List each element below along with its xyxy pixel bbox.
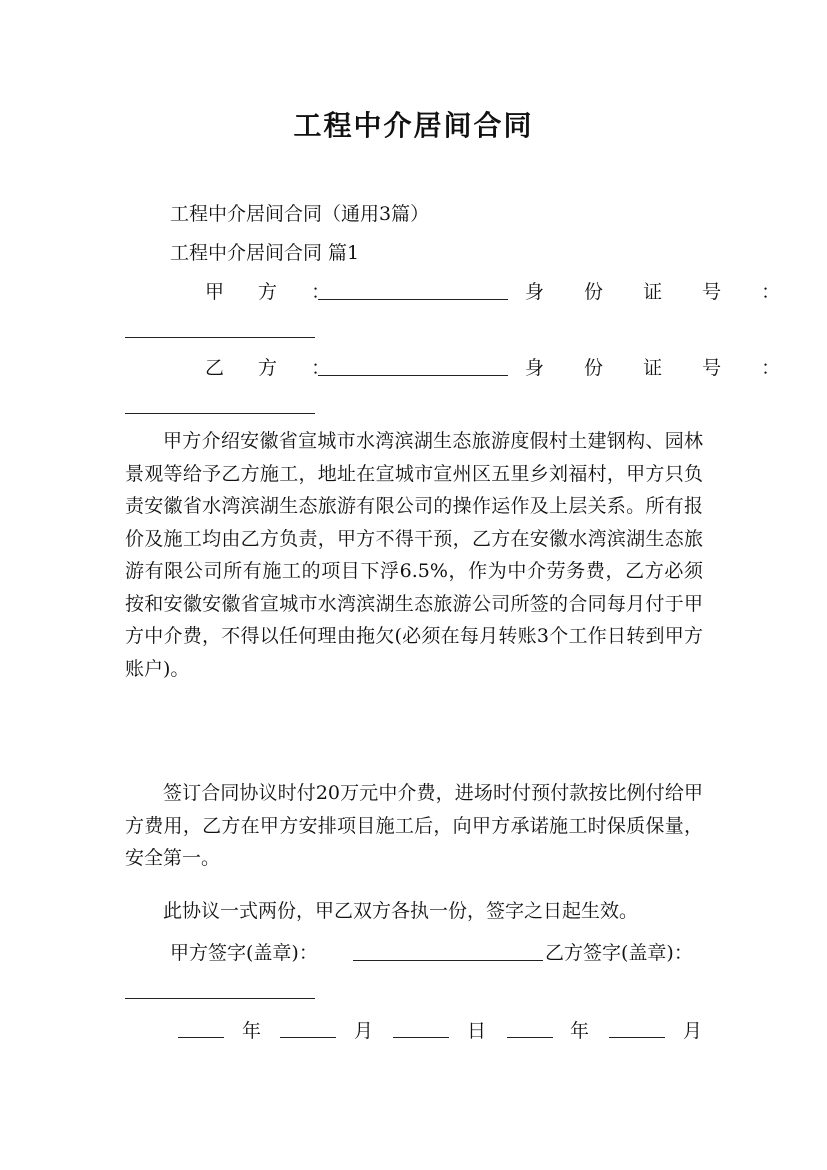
party-b-id-blank[interactable]: [125, 412, 315, 414]
paragraph: 甲方介绍安徽省宣城市水湾滨湖生态旅游度假村土建钢构、园林景观等给予乙方施工，地址在宣城市宣州区五里乡刘福村，甲方只负责安徽省水湾滨湖生态旅游有限公司的操作运作及上层关系。所有报价及施工均由乙方负责，甲方不得干预，乙方在安徽水湾滨湖生态旅游有限公司所有施工的项目下浮6.5%，作为中介劳务费，乙方必须按和安徽安徽省宣城市水湾滨湖生态旅游公司所签的合同每月付于甲方中介费，不得以任何理由拖欠(必须在每月转账3个工作日转到甲方账户)。: [125, 430, 703, 680]
date-a-year-label: 年: [242, 1020, 262, 1042]
paragraph: 签订合同协议时付20万元中介费，进场时付预付款按比例付给甲方费用，乙方在甲方安排项目施工后，向甲方承诺施工时保质保量，安全第一。: [125, 782, 703, 869]
date-b-month-label: 月: [683, 1020, 703, 1042]
paragraph: 此协议一式两份，甲乙双方各执一份，签字之日起生效。: [163, 900, 639, 922]
sign-a-label: 甲方签字(盖章)：: [170, 942, 318, 964]
party-b-id-label: 身 份 证 号 ：: [525, 357, 798, 379]
party-a-id-blank[interactable]: [125, 336, 315, 338]
document-title: 工程中介居间合同: [293, 109, 534, 142]
section-heading: 工程中介居间合同 篇1: [170, 242, 360, 264]
date-a-year-blank[interactable]: [178, 1036, 224, 1038]
party-a-id-label: 身 份 证 号 ：: [525, 281, 798, 303]
party-b-id-row: [525, 353, 797, 380]
party-a-label: 甲 方 ：: [205, 281, 345, 303]
contract-body-2: [125, 777, 703, 875]
sign-a-blank[interactable]: [353, 959, 543, 961]
document-subtitle: 工程中介居间合同（通用3篇）: [170, 203, 430, 225]
sign-b-blank[interactable]: [125, 997, 315, 999]
party-a-id-row: [525, 277, 797, 304]
party-b-name-blank[interactable]: [318, 374, 508, 376]
date-a-day-label: 日: [467, 1020, 487, 1042]
sign-b-label: 乙方签字(盖章)：: [545, 942, 693, 964]
date-b-year-blank[interactable]: [507, 1036, 553, 1038]
contract-body-1: [125, 425, 703, 685]
date-a-month-blank[interactable]: [280, 1036, 336, 1038]
contract-body-3: [125, 895, 703, 928]
date-a-day-blank[interactable]: [393, 1036, 449, 1038]
party-b-label: 乙 方 ：: [205, 357, 345, 379]
date-b-year-label: 年: [570, 1020, 590, 1042]
party-a-name-blank[interactable]: [318, 298, 508, 300]
date-b-month-blank[interactable]: [609, 1036, 665, 1038]
date-a-month-label: 月: [354, 1020, 374, 1042]
